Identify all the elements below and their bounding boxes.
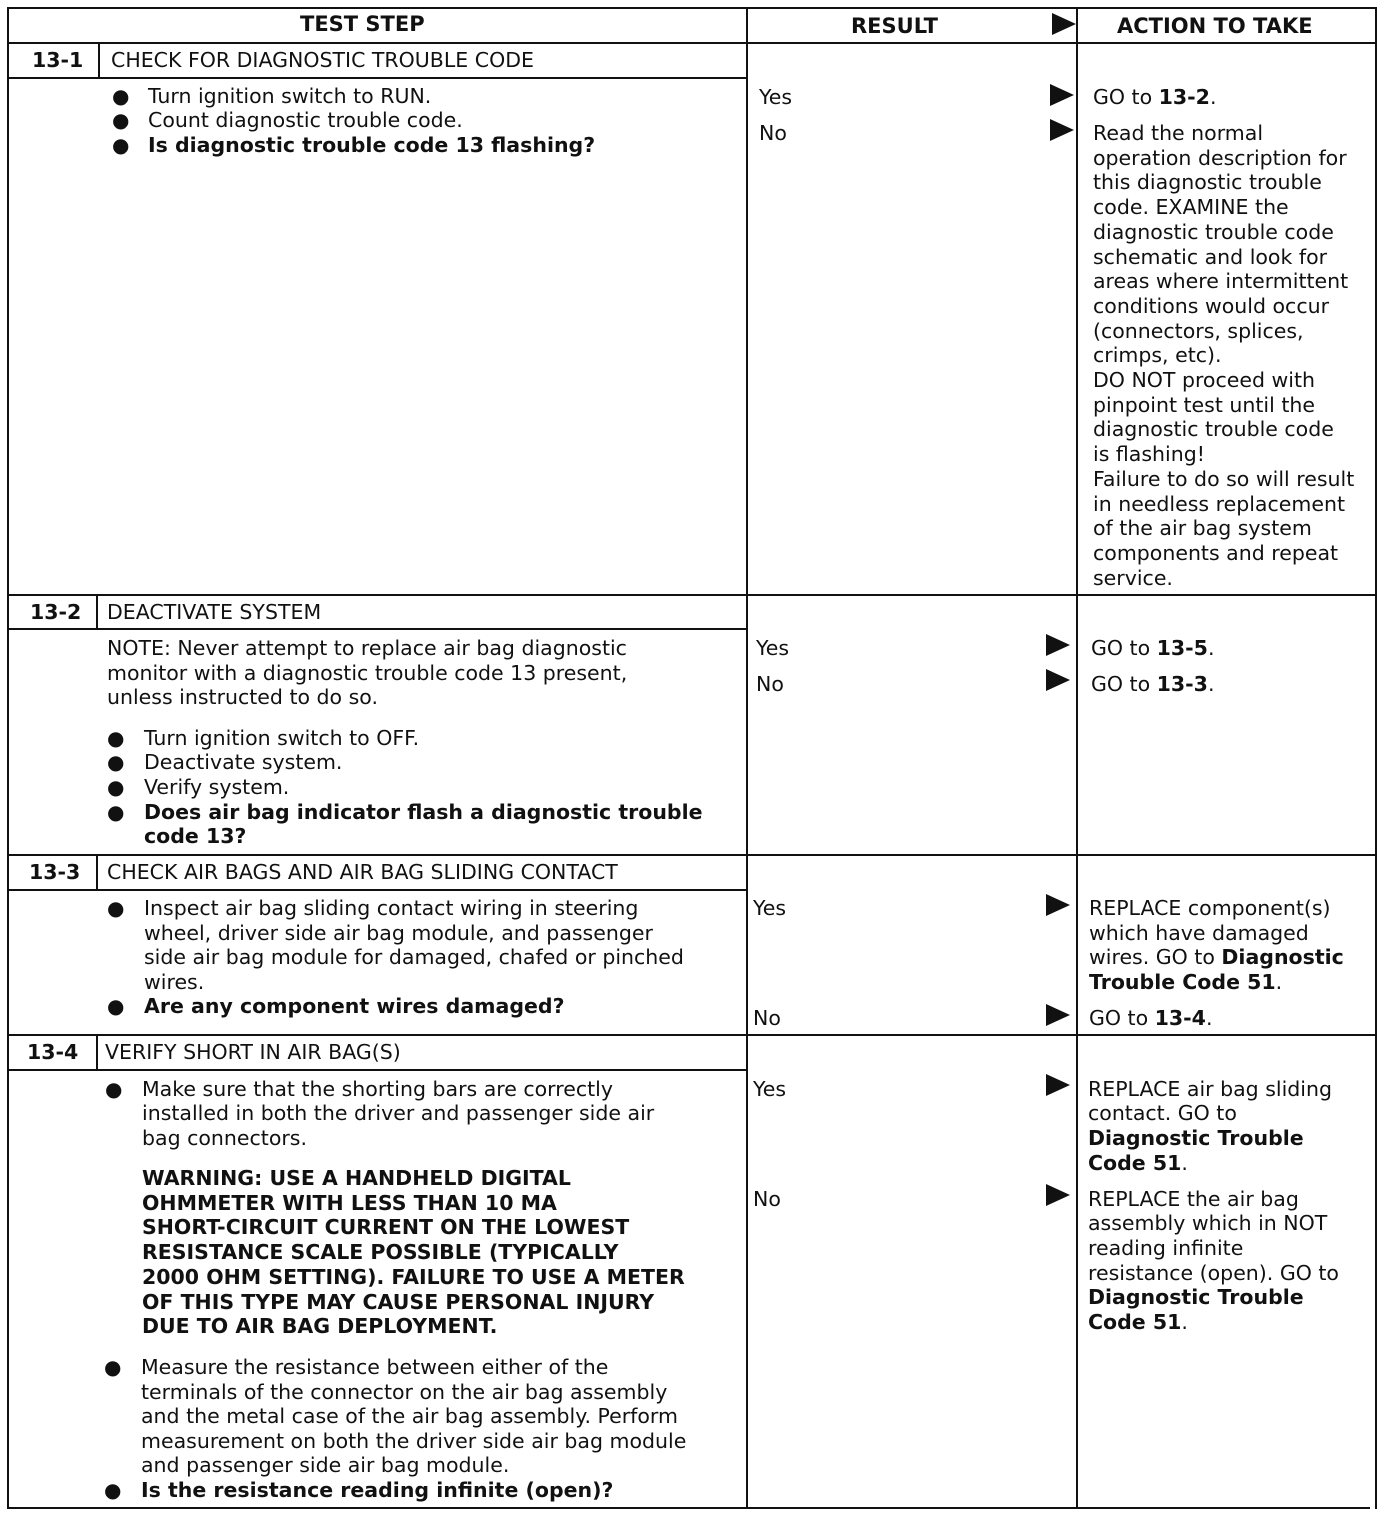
bullet-icon: ●	[105, 1077, 123, 1101]
step1-id-divider	[98, 42, 100, 79]
bullet-icon: ●	[107, 994, 125, 1018]
step3-title-underline	[7, 889, 748, 891]
row-separator-4	[7, 1034, 1377, 1036]
step4-no-action-line-2: assembly which in NOT	[1088, 1211, 1328, 1235]
bullet-icon: ●	[107, 726, 125, 750]
step2-no-action: GO to 13-3.	[1091, 672, 1215, 696]
step1-title-underline	[7, 77, 748, 79]
row-separator-3	[7, 854, 1377, 856]
row-separator-2	[7, 594, 1377, 596]
arrow-right-icon	[1050, 84, 1074, 106]
step1-id: 13-1	[32, 48, 84, 72]
arrow-right-icon	[1046, 1074, 1070, 1096]
step2-yes-action: GO to 13-5.	[1091, 636, 1215, 660]
step2-yes: Yes	[756, 636, 790, 660]
bullet-icon: ●	[107, 800, 125, 824]
bullet-icon: ●	[112, 133, 130, 157]
step4-no-action-line-3: reading infinite	[1088, 1236, 1244, 1260]
step1-question: Is diagnostic trouble code 13 flashing?	[148, 133, 596, 157]
arrow-right-icon	[1050, 119, 1074, 141]
step4-no-action-line-1: REPLACE the air bag	[1088, 1187, 1299, 1211]
step3-question: Are any component wires damaged?	[144, 994, 565, 1018]
step4-no-action-line-5: Diagnostic Trouble	[1088, 1285, 1304, 1309]
table-border-top	[7, 7, 1377, 9]
bullet-icon: ●	[104, 1355, 122, 1379]
step3-yes-action-line-2: which have damaged	[1089, 921, 1309, 945]
step4-bullet2-line-2: terminals of the connector on the air bag assembly	[141, 1380, 668, 1404]
step3-bullet-line-1: Inspect air bag sliding contact wiring in steering	[144, 896, 639, 920]
step2-note-line-2: monitor with a diagnostic trouble code 13 present,	[107, 661, 628, 685]
step4-title: VERIFY SHORT IN AIR BAG(S)	[105, 1040, 401, 1064]
step2-title: DEACTIVATE SYSTEM	[107, 600, 322, 624]
table-border-bottom	[7, 1507, 1370, 1509]
step2-note-line-1: NOTE: Never attempt to replace air bag diagnostic	[107, 636, 627, 660]
step2-title-underline	[7, 628, 748, 630]
step4-bullet1-line-1: Make sure that the shorting bars are correctly	[142, 1077, 613, 1101]
arrow-right-icon	[1046, 669, 1070, 691]
step2-bullet-3: Verify system.	[144, 775, 290, 799]
step1-yes-action: GO to 13-2.	[1093, 85, 1217, 109]
step1-bullet-2: Count diagnostic trouble code.	[148, 108, 463, 132]
step2-question-line-2: code 13?	[144, 824, 247, 848]
step3-id: 13-3	[29, 860, 81, 884]
step4-yes-action-line-4: Code 51.	[1088, 1151, 1188, 1175]
bullet-icon: ●	[112, 84, 130, 108]
step4-no-action-line-6: Code 51.	[1088, 1310, 1188, 1334]
step4-bullet2-line-1: Measure the resistance between either of the	[141, 1355, 609, 1379]
step4-id-divider	[96, 1034, 98, 1071]
step4-no: No	[753, 1187, 781, 1211]
column-divider-result	[746, 7, 748, 1509]
step2-no: No	[756, 672, 784, 696]
step3-no-action: GO to 13-4.	[1089, 1006, 1213, 1030]
step1-yes: Yes	[759, 85, 793, 109]
step4-title-underline	[7, 1069, 748, 1071]
header-action: ACTION TO TAKE	[1117, 14, 1313, 38]
step2-question-line-1: Does air bag indicator flash a diagnostic trouble	[144, 800, 703, 824]
step3-no: No	[753, 1006, 781, 1030]
bullet-icon: ●	[107, 896, 125, 920]
step4-question: Is the resistance reading infinite (open)?	[141, 1478, 614, 1502]
step3-yes-action-line-1: REPLACE component(s)	[1089, 896, 1331, 920]
arrow-right-icon	[1046, 634, 1070, 656]
step4-yes: Yes	[753, 1077, 787, 1101]
header-result: RESULT	[851, 14, 938, 38]
arrow-right-icon	[1046, 894, 1070, 916]
step4-yes-action-line-2: contact. GO to	[1088, 1101, 1237, 1125]
step1-no: No	[759, 121, 787, 145]
step3-yes-action-line-4: Trouble Code 51.	[1089, 970, 1283, 994]
bullet-icon: ●	[107, 775, 125, 799]
step3-bullet-line-4: wires.	[144, 970, 205, 994]
header-arrow-icon	[1052, 13, 1076, 35]
arrow-right-icon	[1046, 1184, 1070, 1206]
step2-id: 13-2	[30, 600, 82, 624]
step1-title: CHECK FOR DIAGNOSTIC TROUBLE CODE	[111, 48, 534, 72]
step2-note-line-3: unless instructed to do so.	[107, 685, 378, 709]
step3-title: CHECK AIR BAGS AND AIR BAG SLIDING CONTACT	[107, 860, 618, 884]
step2-bullet-1: Turn ignition switch to OFF.	[144, 726, 420, 750]
bullet-icon: ●	[104, 1478, 122, 1502]
table-border-left	[7, 7, 9, 1509]
header-divider	[7, 42, 1377, 44]
step3-yes-action-line-3: wires. GO to Diagnostic	[1089, 945, 1344, 969]
step3-bullet-line-3: side air bag module for damaged, chafed or pinched	[144, 945, 684, 969]
header-test-step: TEST STEP	[300, 12, 425, 36]
step3-yes: Yes	[753, 896, 787, 920]
step3-bullet-line-2: wheel, driver side air bag module, and passenger	[144, 921, 653, 945]
step4-yes-action-line-1: REPLACE air bag sliding	[1088, 1077, 1332, 1101]
bullet-icon: ●	[112, 108, 130, 132]
step2-bullet-2: Deactivate system.	[144, 750, 343, 774]
column-divider-action	[1076, 7, 1078, 1509]
table-border-right	[1375, 7, 1377, 1509]
bullet-icon: ●	[107, 750, 125, 774]
step4-bullet2-line-3: and the metal case of the air bag assembly. Perform	[141, 1404, 678, 1428]
step4-bullet1-line-2: installed in both the driver and passenger side air	[142, 1101, 655, 1125]
step1-bullet-1: Turn ignition switch to RUN.	[148, 84, 432, 108]
arrow-right-icon	[1046, 1004, 1070, 1026]
step4-bullet1-line-3: bag connectors.	[142, 1126, 307, 1150]
step4-bullet2-line-4: measurement on both the driver side air bag module	[141, 1429, 687, 1453]
step3-id-divider	[96, 854, 98, 891]
step2-id-divider	[96, 594, 98, 630]
step4-yes-action-line-3: Diagnostic Trouble	[1088, 1126, 1304, 1150]
step4-no-action-line-4: resistance (open). GO to	[1088, 1261, 1339, 1285]
step4-bullet2-line-5: and passenger side air bag module.	[141, 1453, 510, 1477]
step4-id: 13-4	[27, 1040, 79, 1064]
